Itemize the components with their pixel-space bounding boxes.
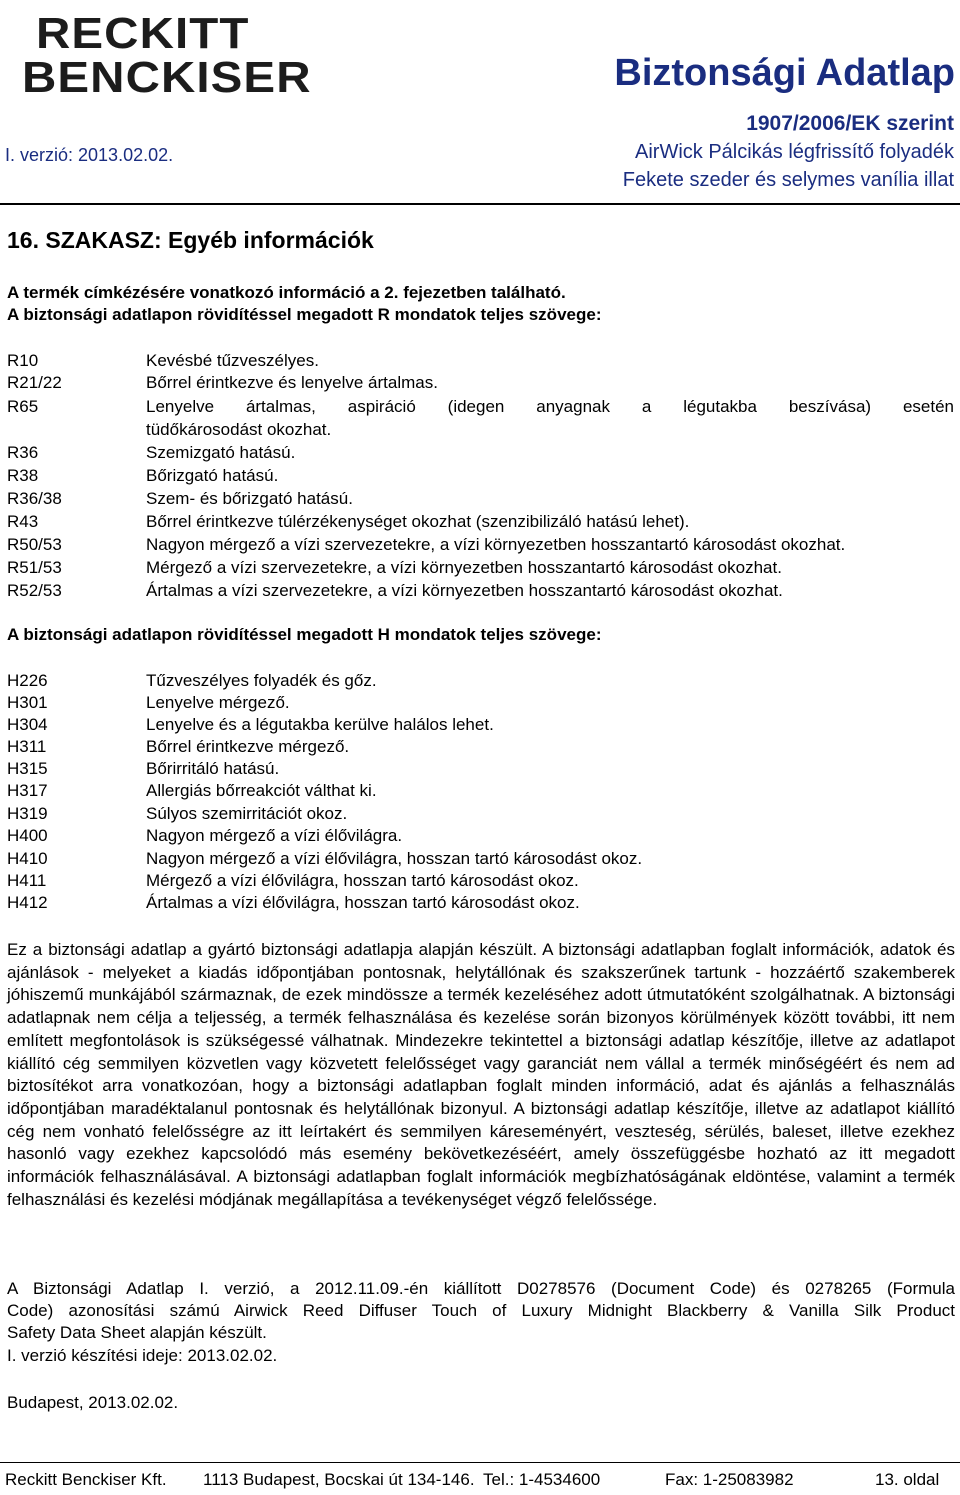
section-title: 16. SZAKASZ: Egyéb információk bbox=[7, 227, 374, 253]
logo-text-line1: RECKITT bbox=[36, 9, 250, 58]
source-line-2: Code) azonosítási számú Airwick Reed Diffuser Touch of Luxury Midnight Blackberry & Vanilla Silk Product bbox=[7, 1301, 955, 1320]
product-name-line1: AirWick Pálcikás légfrissítő folyadék bbox=[635, 141, 954, 163]
footer-page-number: 13. oldal bbox=[875, 1470, 940, 1489]
h-code: H410 bbox=[7, 849, 48, 868]
h-code: H411 bbox=[7, 871, 47, 890]
h-text: Tűzveszélyes folyadék és gőz. bbox=[146, 671, 377, 690]
footer-phone: Tel.: 1-4534600 bbox=[483, 1470, 601, 1489]
product-name-line2: Fekete szeder és selymes vanília illat bbox=[622, 169, 954, 191]
company-logo bbox=[22, 9, 312, 104]
h-text: Bőrirritáló hatású. bbox=[146, 759, 280, 778]
h-text: Nagyon mérgező a vízi élővilágra. bbox=[146, 826, 403, 845]
h-text: Allergiás bőrreakciót válthat ki. bbox=[146, 781, 377, 800]
r-code: R21/22 bbox=[7, 373, 62, 392]
h-code: H315 bbox=[7, 759, 48, 778]
r-code: R51/53 bbox=[7, 558, 62, 577]
regulation-reference: 1907/2006/EK szerint bbox=[746, 112, 954, 135]
h-text: Mérgező a vízi élővilágra, hosszan tartó károsodást okoz. bbox=[146, 871, 579, 890]
r-code: R10 bbox=[7, 351, 39, 370]
h-code: H319 bbox=[7, 804, 48, 823]
r-text: Ártalmas a vízi szervezetekre, a vízi környezetben hosszantartó károsodást okozhat. bbox=[146, 581, 783, 600]
h-code: H301 bbox=[7, 693, 48, 712]
r-code: R38 bbox=[7, 466, 39, 485]
r-code: R50/53 bbox=[7, 535, 62, 554]
r-code: R36/38 bbox=[7, 489, 62, 508]
document-title: Biztonsági Adatlap bbox=[614, 52, 955, 94]
r-code: R43 bbox=[7, 512, 39, 531]
r-text: Nagyon mérgező a vízi szervezetekre, a vízi környezetben hosszantartó károsodást okozhat. bbox=[146, 535, 846, 554]
r-text: Mérgező a vízi szervezetekre, a vízi környezetben hosszantartó károsodást okozhat. bbox=[146, 558, 782, 577]
h-code: H226 bbox=[7, 671, 48, 690]
disclaimer-paragraph: Ez a biztonsági adatlap a gyártó biztonsági adatlapja alapján készült. A biztonsági adatlapban foglalt információk, adatok és ajánlások - melyeket a kiadás időpontjában pontosnak, helytállónak és szakszerűnek tartunk - hozzáértő szakemberek jóhiszemű munkájából származnak, de ezek mindössze a termék kezeléséhez adott útmutatóként szolgálhatnak. A biztonsági adatlapnak nem célja a teljesség, a termék felhasználása és kezelése során bizonyos körülmények között további, itt nem említett megfontolások is szükségessé válhatnak. Mindezekre tekintettel a biztonsági adatlap készítője, illetve az adatlapot kiállító cég semmilyen közvetlen vagy közvetett felelősséget vagy garanciát nem vállal a termék minőségéért és nem ad biztosítékot arra vonatkozóan, hogy a biztonsági adatlapban foglalt minden információ, adat és ajánlás a felhasználás időpontjában maradéktalanul pontosnak és helytállónak bizonyul. A biztonsági adatlap készítője, illetve az adatlapot kiállító cég nem vonható felelősségre az itt leírtakért és semmilyen káreseményért, veszteség, sérülés, baleset, illetve ezekhez hasonló vagy ezekhez kapcsolódó más esemény bekövetkezéséért, amely összefüggésbe hozható az itt megadott információk felhasználásával. A biztonsági adatlapban foglalt információk megbízhatóságának eldöntése, valamint a termék felhasználási és kezelési módjának megállapítása a tevékenységet végző felelőssége. bbox=[7, 940, 955, 1209]
h-code: H304 bbox=[7, 715, 48, 734]
r-text: Lenyelve ártalmas, aspiráció (idegen anyagnak a légutakba beszívása) esetén bbox=[146, 397, 954, 416]
footer-divider bbox=[0, 1462, 960, 1463]
footer-fax: Fax: 1-25083982 bbox=[665, 1470, 794, 1489]
h-phrases-heading: A biztonsági adatlapon rövidítéssel megadott H mondatok teljes szövege: bbox=[7, 625, 602, 644]
h-text: Bőrrel érintkezve mérgező. bbox=[146, 737, 350, 756]
place-and-date: Budapest, 2013.02.02. bbox=[7, 1393, 179, 1412]
footer-address: 1113 Budapest, Bocskai út 134-146. bbox=[203, 1470, 475, 1489]
source-line-3: Safety Data Sheet alapján készült. bbox=[7, 1323, 267, 1342]
r-code: R52/53 bbox=[7, 581, 62, 600]
header-divider bbox=[0, 203, 960, 205]
preparation-date: I. verzió készítési ideje: 2013.02.02. bbox=[7, 1346, 278, 1365]
r-text-continued: tüdőkárosodást okozhat. bbox=[146, 420, 332, 439]
labeling-info: A termék címkézésére vonatkozó információ a 2. fejezetben található. bbox=[7, 283, 566, 302]
source-line-1: A Biztonsági Adatlap I. verzió, a 2012.11.09.-én kiállított D0278576 (Document Code) és 0278265 (Formula bbox=[7, 1279, 955, 1298]
r-text: Szem- és bőrizgató hatású. bbox=[146, 489, 353, 508]
footer-company: Reckitt Benckiser Kft. bbox=[5, 1470, 167, 1489]
r-code: R65 bbox=[7, 397, 39, 416]
h-text: Lenyelve mérgező. bbox=[146, 693, 290, 712]
h-code: H400 bbox=[7, 826, 48, 845]
h-code: H311 bbox=[7, 737, 47, 756]
version-label: I. verzió: 2013.02.02. bbox=[5, 145, 174, 165]
logo-text-line2: BENCKISER bbox=[22, 53, 312, 102]
r-text: Szemizgató hatású. bbox=[146, 443, 296, 462]
r-phrases-heading: A biztonsági adatlapon rövidítéssel megadott R mondatok teljes szövege: bbox=[7, 305, 602, 324]
h-code: H317 bbox=[7, 781, 48, 800]
h-code: H412 bbox=[7, 893, 48, 912]
h-text: Nagyon mérgező a vízi élővilágra, hosszan tartó károsodást okoz. bbox=[146, 849, 643, 868]
r-text: Kevésbé tűzveszélyes. bbox=[146, 351, 319, 370]
h-text: Súlyos szemirritációt okoz. bbox=[146, 804, 348, 823]
r-text: Bőrrel érintkezve és lenyelve ártalmas. bbox=[146, 373, 438, 392]
r-text: Bőrrel érintkezve túlérzékenységet okozhat (szenzibilizáló hatású lehet). bbox=[146, 512, 690, 531]
h-text: Lenyelve és a légutakba kerülve halálos lehet. bbox=[146, 715, 494, 734]
h-text: Ártalmas a vízi élővilágra, hosszan tartó károsodást okoz. bbox=[146, 893, 580, 912]
r-code: R36 bbox=[7, 443, 39, 462]
r-text: Bőrizgató hatású. bbox=[146, 466, 279, 485]
